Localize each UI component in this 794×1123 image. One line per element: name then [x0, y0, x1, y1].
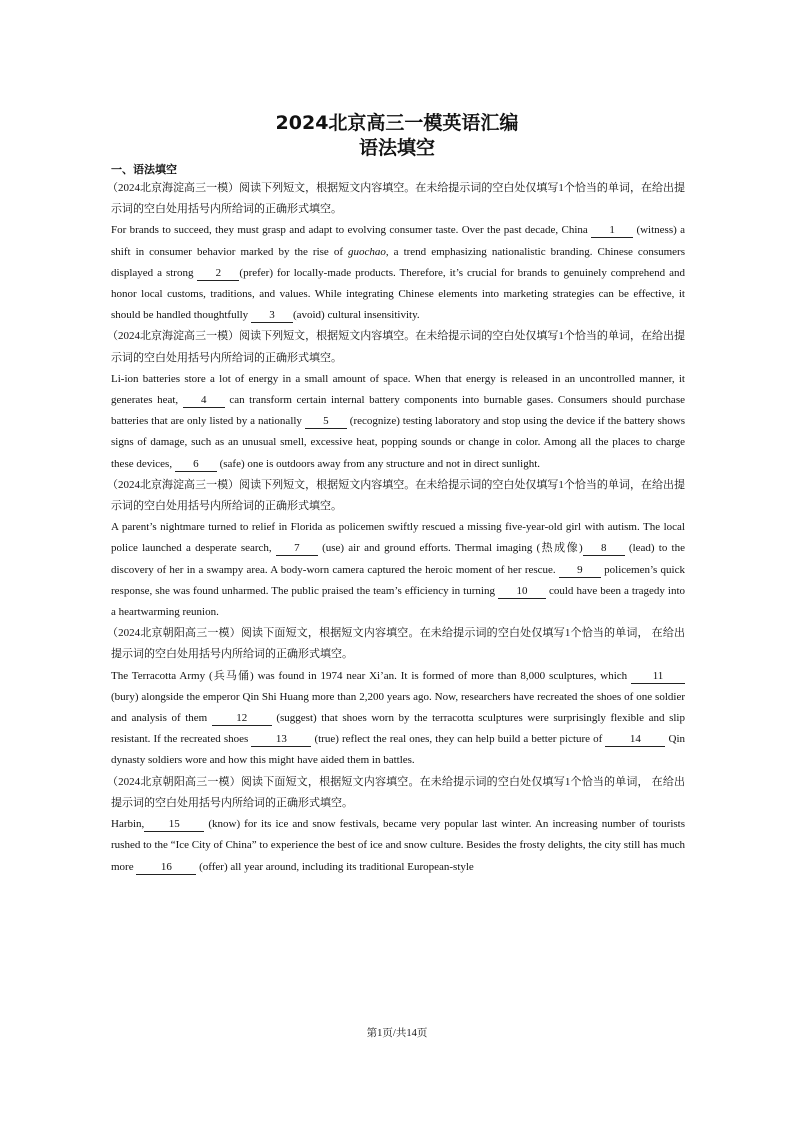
instruction-haidian-1: （2024北京海淀高三一模）阅读下列短文，根据短文内容填空。在未给提示词的空白处仅填写1个恰当的单词，在给出提示词的空白处用括号内所给词的正确形式填空。 [107, 182, 685, 216]
section-heading: 一、语法填空 [111, 163, 177, 176]
passage-3: A parent’s nightmare turned to relief in Florida as policemen swiftly rescued a missing five-year-old girl with autism. The local police launched a desperate search, 7 (use) air and ground efforts. Thermal imaging (热成像) 8 (lead) to the discovery of her in a swampy area. A body-worn camera captured the heroic moment of her rescue. 9 policemen’s quick response, she was found unharmed. The public praised the team’s efficiency in turning 10 could have been a tragedy into a heartwarming reunion. [111, 521, 685, 619]
instruction-chaoyang-2: （2024北京朝阳高三一模）阅读下面短文，根据短文内容填空。在未给提示词的空白处仅填写1个恰当的单词， 在给出提示词的空白处用括号内所给词的正确形式填空。 [107, 775, 685, 809]
blank-3: 3 [251, 309, 293, 323]
blank-1: 1 [591, 224, 633, 238]
blank-13: 13 [251, 733, 311, 747]
page-footer: 第1页/共14页 [366, 1028, 428, 1039]
passage-1: For brands to succeed, they must grasp and adapt to evolving consumer taste. Over the past decade, China 1 (witness) a shift in consumer behavior marked by the rise of guochao, a trend emphasizing nationalistic branding. Chinese consumers displayed a strong 2 (prefer) for locally-made products. Therefore, it’s crucial for brands to genuinely comprehend and honor local customs, traditions, and values. While integrating Chinese elements into marketing strategies can be effective, it should be handled thoughtfully 3 (avoid) cultural insensitivity. [111, 224, 685, 322]
blank-6: 6 [175, 458, 217, 472]
blank-11: 11 [631, 670, 685, 684]
document-body [107, 162, 685, 878]
page-title: 2024北京高三一模英语汇编 [275, 112, 519, 134]
blank-16: 16 [136, 861, 196, 875]
passage-2: Li-ion batteries store a lot of energy in a small amount of space. When that energy is released in an uncontrolled manner, it generates heat, 4 can transform certain internal battery components into burnable gases. Consumers should purchase batteries that are only listed by a nationally 5 (recognize) testing laboratory and stop using the device if the battery shows signs of damage, such as an unusual smell, excessive heat, popping sounds or change in color. Among all the places to charge these devices, 6 (safe) one is outdoors away from any structure and not in direct sunlight. [111, 372, 685, 470]
page-subtitle: 语法填空 [358, 137, 435, 159]
instruction-haidian-3: （2024北京海淀高三一模）阅读下列短文，根据短文内容填空。在未给提示词的空白处仅填写1个恰当的单词，在给出提示词的空白处用括号内所给词的正确形式填空。 [107, 478, 685, 513]
blank-12: 12 [212, 712, 272, 726]
blank-2: 2 [197, 267, 239, 281]
blank-8: 8 [583, 542, 625, 556]
blank-9: 9 [559, 564, 601, 578]
blank-5: 5 [305, 415, 347, 429]
blank-4: 4 [183, 394, 225, 408]
blank-15: 15 [144, 818, 204, 832]
passage-5: Harbin, 15 (know) for its ice and snow festivals, became very popular last winter. An increasing number of tourists rushed to the “Ice City of China” to experience the best of ice and snow culture. Besides the frosty delights, the city still has much more 16 (offer) all year around, including its traditional European-style [111, 818, 685, 873]
blank-14: 14 [605, 733, 665, 747]
instruction-chaoyang-1: （2024北京朝阳高三一模）阅读下面短文，根据短文内容填空。在未给提示词的空白处仅填写1个恰当的单词， 在给出提示词的空白处用括号内所给词的正确形式填空。 [107, 627, 685, 661]
blank-7: 7 [276, 542, 318, 556]
passage-4: The Terracotta Army (兵马俑) was found in 1974 near Xi’an. It is formed of more than 8,000 sculptures, which 11 (bury) alongside the emperor Qin Shi Huang more than 2,200 years ago. Now, researchers have recreated the shoes of one soldier and analysis of them 12 (suggest) that shoes worn by the terracotta sculptures were surprisingly flexible and slip resistant. If the recreated shoes 13 (true) reflect the real ones, they can help build a better picture of 14 Qin dynasty soldiers wore and how this might have aided them in battles. [111, 669, 685, 767]
instruction-haidian-2: （2024北京海淀高三一模）阅读下列短文，根据短文内容填空。在未给提示词的空白处仅填写1个恰当的单词，在给出提示词的空白处用括号内所给词的正确形式填空。 [107, 330, 685, 364]
blank-10: 10 [498, 585, 546, 599]
